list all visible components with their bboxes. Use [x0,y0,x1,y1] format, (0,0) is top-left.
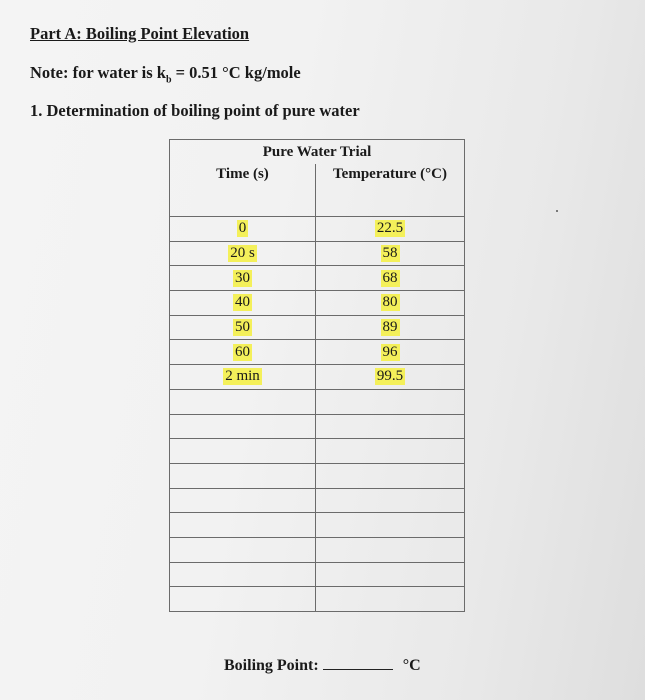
table-row [170,340,465,365]
time-cell [170,365,316,390]
time-cell [170,389,316,414]
table-row [170,562,465,587]
temperature-cell [316,439,465,464]
temperature-value: 89 [382,319,398,336]
time-cell [170,315,316,340]
boiling-point-line [224,655,421,675]
pure-water-table [169,139,465,612]
temperature-cell [316,241,465,266]
temperature-value: 58 [382,245,398,262]
time-value: 30 [235,269,250,286]
table-row [170,365,465,390]
time-value: 20 s [230,245,255,262]
temperature-cell [316,340,465,365]
paper-speck [556,210,558,212]
note-text [30,63,301,85]
temperature-cell [316,315,465,340]
boiling-point-unit: °C [402,657,421,674]
table-row [170,488,465,513]
note-subscript: b [165,74,172,86]
time-cell [170,266,316,291]
time-cell [170,241,316,266]
table-row [170,266,465,291]
time-cell [170,463,316,488]
temperature-value: 99.5 [376,368,404,385]
note-prefix: Note: for water is k [30,63,166,82]
time-cell [170,488,316,513]
table-row [170,241,465,266]
time-value: 40 [235,294,250,311]
temperature-cell [316,389,465,414]
temperature-value: 80 [382,294,398,311]
temperature-cell [316,537,465,562]
table-row [170,439,465,464]
note-suffix: = 0.51 °C kg/mole [171,63,301,82]
time-cell [170,414,316,439]
table-body [170,217,465,612]
time-cell [170,291,316,316]
table-row [170,315,465,340]
time-cell [170,587,316,612]
temperature-cell [316,463,465,488]
time-cell [170,439,316,464]
time-cell [170,562,316,587]
column-header-time: Time (s) [170,164,316,217]
table-row [170,291,465,316]
temperature-cell [316,414,465,439]
temperature-cell [316,562,465,587]
time-cell [170,537,316,562]
table-row [170,587,465,612]
boiling-point-label: Boiling Point: [224,657,319,674]
temperature-cell [316,365,465,390]
time-value: 60 [235,343,250,360]
temperature-cell [316,513,465,538]
time-value: 2 min [225,368,260,385]
time-value: 50 [235,319,250,336]
table-row [170,537,465,562]
temperature-value: 96 [382,343,398,360]
page-heading: Part A: Boiling Point Elevation [30,24,250,43]
temperature-value: 22.5 [376,220,404,237]
table-caption: Pure Water Trial [170,140,465,165]
temperature-cell [316,291,465,316]
table-row [170,217,465,242]
table-row [170,389,465,414]
section-title: 1. Determination of boiling point of pure water [30,101,360,120]
time-cell [170,513,316,538]
temperature-cell [316,587,465,612]
time-value: 0 [238,220,247,237]
table-row [170,414,465,439]
boiling-point-blank[interactable] [323,655,393,670]
temperature-value: 68 [382,269,398,286]
temperature-cell [316,266,465,291]
time-cell [170,217,316,242]
temperature-cell [316,488,465,513]
column-header-temperature: Temperature (°C) [316,164,465,217]
temperature-cell [316,217,465,242]
time-cell [170,340,316,365]
table-row [170,463,465,488]
table-row [170,513,465,538]
